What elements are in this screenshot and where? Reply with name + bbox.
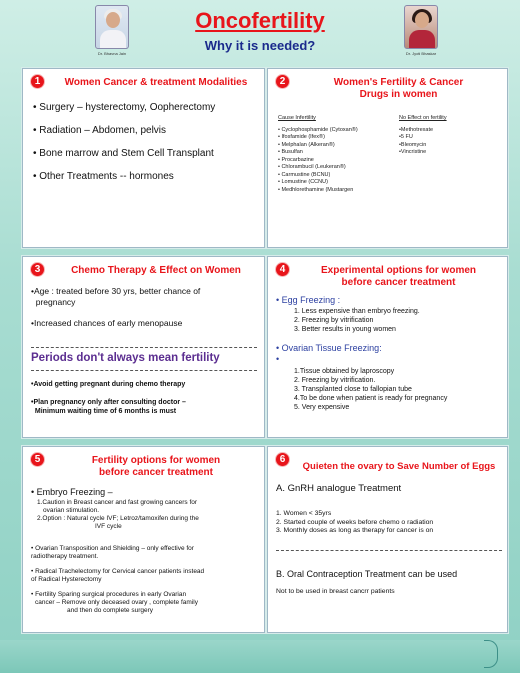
note-line: cancer – Remove only deceased ovary , complete family [35, 599, 198, 606]
list-item: • Other Treatments -- hormones [33, 171, 263, 182]
panel-title-line-2: Drugs in women [359, 89, 438, 100]
panel-4 [267, 256, 508, 438]
page-subtitle: Why it is needed? [204, 38, 316, 53]
other-options [31, 545, 265, 615]
list-item: 4.To be done when patient is ready for pregnancy [294, 395, 448, 402]
panel-number: 3 [30, 262, 45, 277]
list-item: 5. Very expensive [294, 404, 350, 411]
list-item: 3. Better results in young women [294, 326, 396, 333]
panel-2 [267, 68, 508, 248]
note-line: •Increased chances of early menopause [31, 318, 183, 328]
panel-number: 6 [275, 452, 290, 467]
list-item: • Chlorambucil (Leukeran®) [278, 164, 346, 170]
chemo-advice [31, 380, 263, 417]
note-line: • Ovarian Transposition and Shielding – only effective for [31, 545, 194, 552]
no-effect-drugs [399, 115, 504, 157]
doctor-caption-left: Dr. Bhavna Jain [97, 51, 127, 56]
panel-title-line-1: Fertility options for women [91, 455, 221, 466]
panel-number: 5 [30, 452, 45, 467]
list-item: • Medhlorethamine (Mustargen [278, 186, 354, 193]
list-item: • Ifosfamide (Ifex®) [278, 134, 325, 140]
page-title: Oncofertility [195, 8, 325, 33]
bullet: • [276, 354, 280, 364]
panel-number: 2 [275, 74, 290, 89]
advice-line: •Plan pregnancy only after consulting doctor – [31, 398, 186, 406]
panel-number: 1 [30, 74, 45, 89]
panel-title-line-1: Experimental options for women [320, 265, 477, 276]
decorative-curl [484, 640, 498, 668]
note-line: of Radical Hysterectomy [31, 576, 102, 583]
list-item: •Methotrexate [399, 126, 434, 133]
oral-contraception-heading: B. Oral Contraception Treatment can be used [276, 569, 458, 579]
oral-contraception-note: Not to be used in breast cancrr patients [276, 588, 395, 595]
list-item: 1.Tissue obtained by laproscopy [294, 368, 395, 375]
note-line: pregnancy [31, 297, 76, 307]
gnrh-heading: A. GnRH analogue Treatment [276, 483, 402, 494]
panel-1 [22, 68, 265, 248]
panel-title: Chemo Therapy & Effect on Women [71, 265, 241, 276]
list-item: • Cyclophosphamide (Cytoxan®) [278, 126, 358, 133]
egg-freezing-heading: • Egg Freezing : [276, 295, 341, 305]
infertility-drugs [278, 115, 398, 194]
treatment-list [33, 102, 263, 194]
panel-title-line-2: before cancer treatment [341, 277, 456, 288]
column-heading: No Effect on fertility [399, 115, 447, 121]
panel-5 [22, 446, 265, 633]
panel-title: Quieten the ovary to Save Number of Eggs [302, 461, 496, 472]
list-item: •Vincristine [399, 149, 427, 155]
note-line: •Age : treated before 30 yrs, better chance of [31, 286, 201, 296]
list-item: • Melphalan (Alkeran®) [278, 141, 335, 148]
divider [31, 370, 257, 371]
note-line: radiotherapy treatment. [31, 553, 99, 560]
note-line: 2.Option : Natural cycle IVF; Letroz/tamoxifen during the [37, 515, 199, 522]
list-item: •Bleomycin [399, 141, 427, 148]
list-item: • Carmustine (BCNU) [278, 171, 331, 178]
ovarian-freezing-heading: • Ovarian Tissue Freezing: [276, 343, 382, 353]
header [0, 0, 520, 68]
divider [31, 347, 257, 348]
doctor-caption-right: Dr. Jyoti Bhaskar [405, 51, 437, 56]
list-item: •5 FU [399, 134, 413, 140]
advice-line: •Avoid getting pregnant during chemo therapy [31, 381, 186, 388]
embryo-freezing-notes [37, 499, 263, 531]
note-line: 1.Caution in Breast cancer and fast growing cancers for [37, 499, 198, 506]
list-item: 2. Freezing by vitrification. [294, 377, 376, 384]
list-item: • Lomustine (CCNU) [278, 179, 328, 185]
list-item: 1. Less expensive than embryo freezing. [294, 308, 420, 315]
highlight-text: Periods don't always mean fertility [31, 352, 220, 364]
list-item: • Procarbazine [278, 156, 314, 163]
note-line: • Fertility Sparing surgical procedures in early Ovarian [31, 591, 187, 598]
column-heading: Cause Infertility [278, 115, 316, 121]
advice-line: Minimum waiting time of 6 months is must [31, 408, 177, 415]
panel-3 [22, 256, 265, 438]
gnrh-list [276, 510, 506, 536]
panel-number: 4 [275, 262, 290, 277]
ovarian-freezing-list [294, 367, 506, 412]
doctor-photo-right [404, 5, 438, 49]
list-item: 1. Women < 35yrs [276, 510, 332, 517]
panel-title: Women Cancer & treatment Modalities [64, 77, 248, 88]
panel-title-line-2: before cancer treatment [99, 467, 213, 478]
list-item: 3. Monthly doses as long as therapy for cancer is on [276, 527, 434, 534]
egg-freezing-list [294, 307, 506, 334]
list-item: • Busulfan [278, 149, 303, 155]
footer-band [0, 640, 520, 673]
embryo-freezing-heading: • Embryo Freezing – [31, 487, 113, 497]
note-line: • Radical Trachelectomy for Cervical cancer patients instead [31, 568, 205, 575]
panel-6 [267, 446, 508, 633]
chemo-notes [31, 286, 263, 329]
divider [276, 550, 502, 551]
list-item: • Radiation – Abdomen, pelvis [33, 125, 263, 136]
list-item: 2. Started couple of weeks before chemo o radiation [276, 518, 434, 526]
note-line: and then do complete surgery [67, 607, 153, 614]
list-item: 2. Freezing by vitrification [294, 317, 374, 324]
note-line: ovarian stimulation. [43, 507, 99, 514]
list-item: • Bone marrow and Stem Cell Transplant [33, 148, 263, 159]
panel-title-line-1: Women's Fertility & Cancer [333, 77, 464, 88]
list-item: • Surgery – hysterectomy, Oopherectomy [33, 102, 263, 113]
note-line: IVF cycle [95, 523, 122, 530]
list-item: 3. Transplanted close to fallopian tube [294, 386, 412, 393]
